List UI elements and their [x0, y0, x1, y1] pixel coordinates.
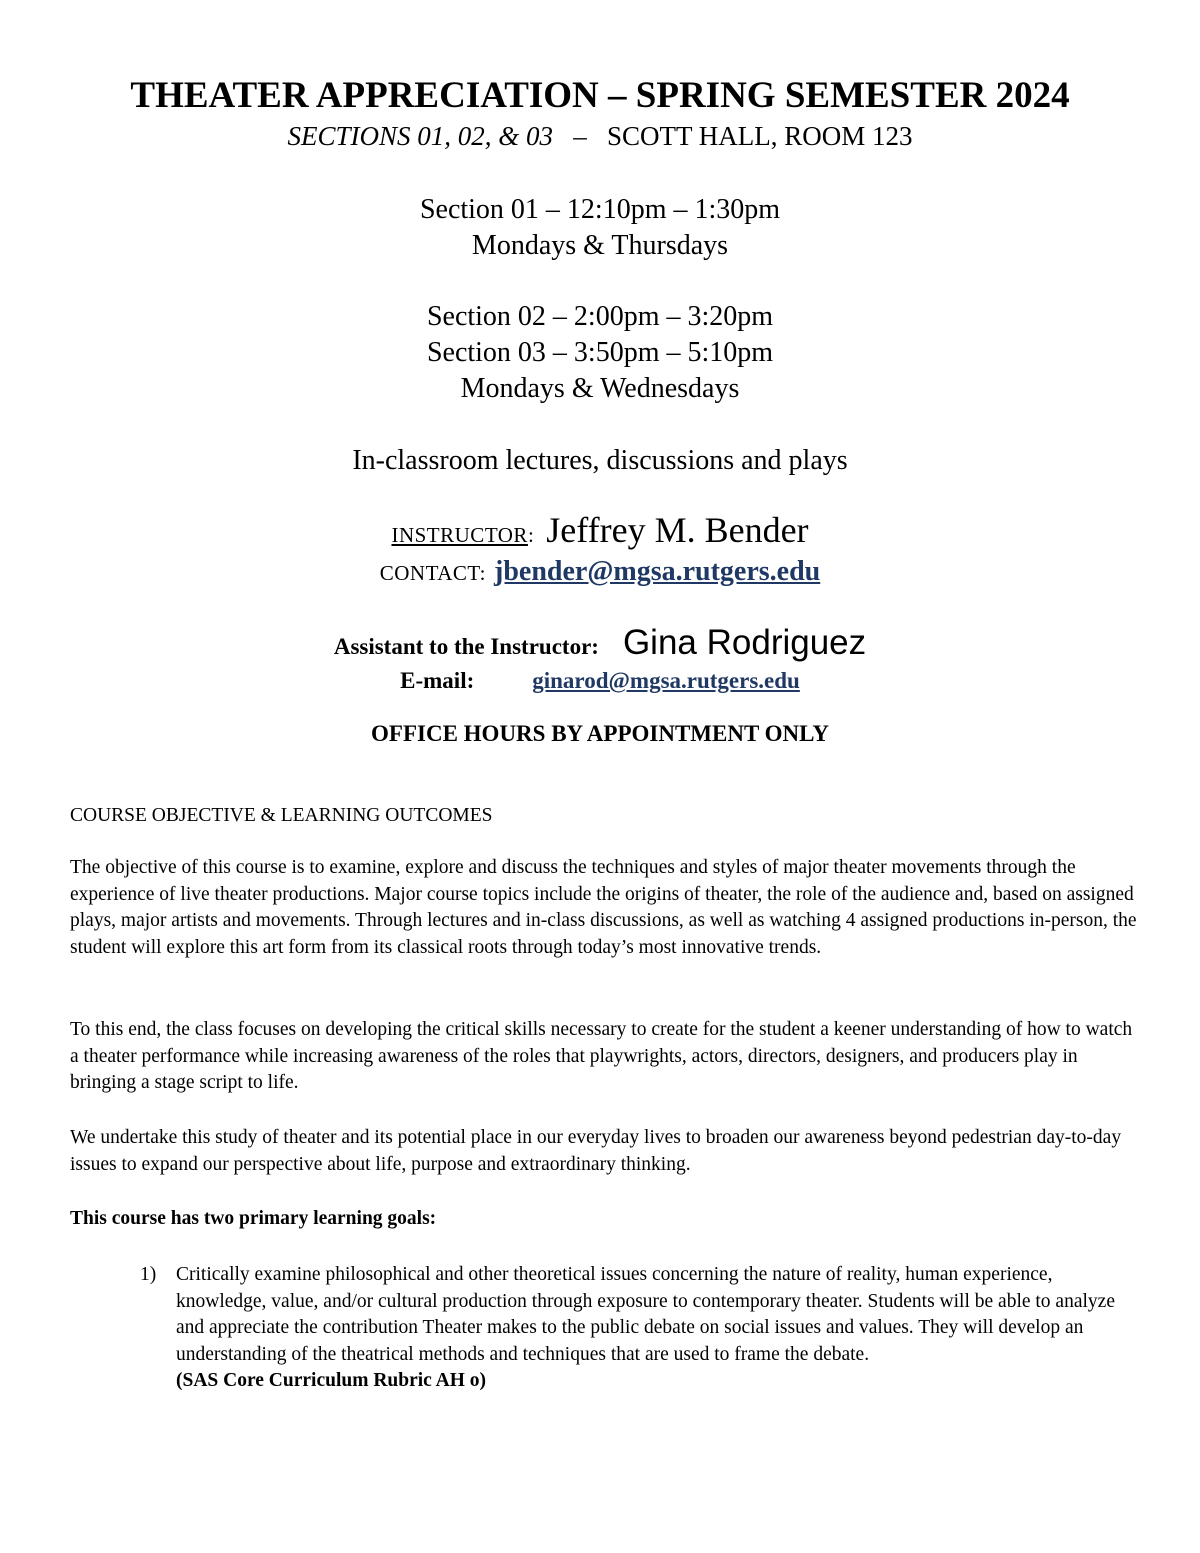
- sections-label: SECTIONS 01, 02, & 03: [287, 121, 553, 151]
- instructor-row: [0, 508, 1200, 560]
- list-item: [140, 1262, 1130, 1395]
- instructor-contact-row: [0, 554, 1200, 594]
- assistant-label: Assistant to the Instructor:: [333, 634, 599, 659]
- learning-goals-list: [140, 1262, 1130, 1395]
- section-02-time: Section 02 – 2:00pm – 3:20pm: [426, 301, 774, 332]
- course-subtitle: [0, 120, 1200, 152]
- list-item-text: Critically examine philosophical and other theoretical issues concerning the nature of reality, human experience, knowledge, value, and/or cultural production through exposure to contemporary theater. Students will be able to analyze and appreciate the contribution Theater makes to the public debate on social issues and values. They will develop an understanding of the theatrical methods and techniques that are used to frame the debate.: [176, 1264, 1115, 1365]
- assistant-email-link[interactable]: ginarod@mgsa.rutgers.edu: [532, 668, 800, 693]
- list-item-number: 1): [140, 1264, 157, 1285]
- section-01-time: Section 01 – 12:10pm – 1:30pm: [419, 194, 781, 225]
- section-03-time: Section 03 – 3:50pm – 5:10pm: [426, 337, 774, 368]
- rubric-reference: (SAS Core Curriculum Rubric AH o): [176, 1370, 487, 1392]
- objectives-heading: COURSE OBJECTIVE & LEARNING OUTCOMES: [70, 805, 493, 826]
- class-format: In-classroom lectures, discussions and plays: [352, 445, 848, 476]
- learning-goals-heading: This course has two primary learning goals:: [70, 1208, 437, 1229]
- location-label: SCOTT HALL, ROOM 123: [607, 121, 913, 151]
- assistant-name: Gina Rodriguez: [622, 623, 867, 662]
- objective-paragraph-2: To this end, the class focuses on developing the critical skills necessary to create for the student a keener understanding of how to watch a theater performance while increasing awareness of the roles that playwrights, actors, directors, designers, and producers play in bringing a stage script to life.: [70, 1019, 1133, 1094]
- objective-paragraph-1: The objective of this course is to examine, explore and discuss the techniques and styles of major theater movements through the experience of live theater productions. Major course topics include the origins of theater, the role of the audience and, based on assigned plays, major artists and movements. Through lectures and in-class discussions, as well as watching 4 assigned productions in-person, the student will explore this art form from its classical roots through today’s most innovative trends.: [70, 857, 1137, 958]
- course-title: THEATER APPRECIATION – SPRING SEMESTER 2024: [130, 75, 1070, 116]
- section-01-days: Mondays & Thursdays: [471, 230, 729, 261]
- office-hours: OFFICE HOURS BY APPOINTMENT ONLY: [371, 721, 829, 746]
- instructor-label: INSTRUCTOR:: [391, 523, 535, 547]
- contact-label: CONTACT:: [379, 561, 487, 585]
- email-label: E-mail:: [400, 668, 475, 693]
- section-02-03-days: Mondays & Wednesdays: [460, 373, 740, 404]
- instructor-email-link[interactable]: jbender@mgsa.rutgers.edu: [494, 556, 821, 587]
- assistant-email-row: [0, 666, 1200, 699]
- subtitle-dash: –: [573, 121, 587, 151]
- objective-paragraph-3: We undertake this study of theater and its potential place in our everyday lives to broaden our awareness beyond pedestrian day-to-day issues to expand our perspective about life, purpose and extraordinary thinking.: [70, 1127, 1122, 1175]
- instructor-name: Jeffrey M. Bender: [546, 510, 809, 550]
